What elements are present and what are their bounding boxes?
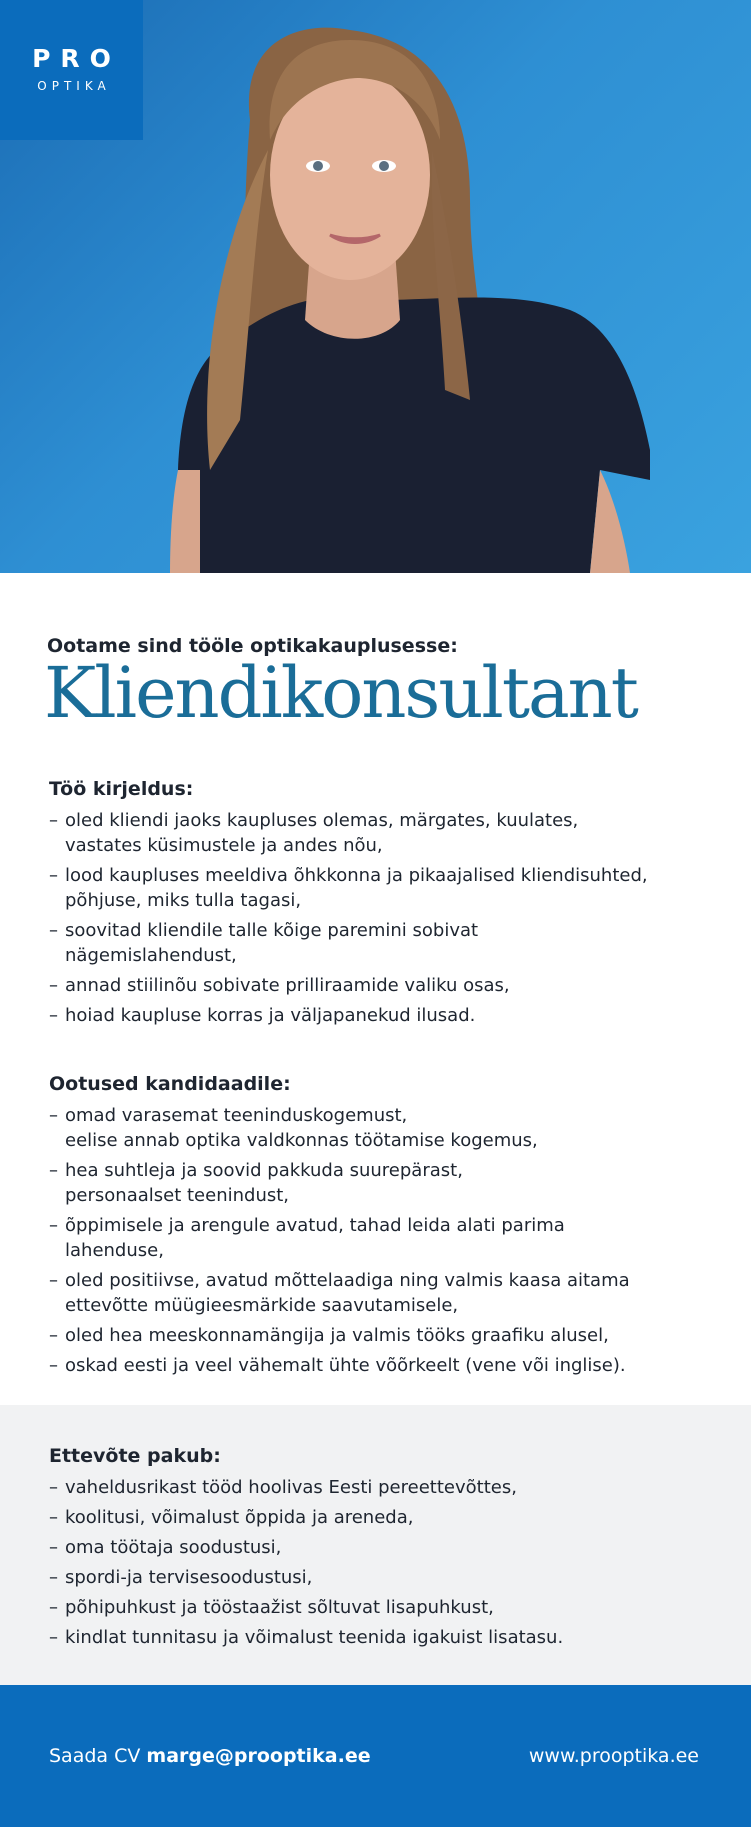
list-item: – hoiad kaupluse korras ja väljapanekud ilusad. bbox=[49, 1005, 476, 1026]
offer-list bbox=[49, 1475, 719, 1650]
logo-wordmark: PRO bbox=[32, 44, 121, 73]
send-cv-label: Saada CV bbox=[49, 1745, 147, 1767]
list-item: – oskad eesti ja veel vähemalt ühte võõrkeelt (vene või inglise). bbox=[49, 1355, 626, 1376]
footer-bar bbox=[0, 1685, 751, 1827]
website-link[interactable]: www.prooptika.ee bbox=[528, 1745, 699, 1767]
list-item: – koolitusi, võimalust õppida ja areneda, bbox=[49, 1507, 414, 1528]
list-item: – hea suhtleja ja soovid pakkuda suurepärast, personaalset teenindust, bbox=[49, 1160, 463, 1206]
description-section bbox=[49, 778, 719, 1033]
list-item: – spordi-ja tervisesoodustusi, bbox=[49, 1567, 313, 1588]
list-item: – soovitad kliendile talle kõige paremini sobivat nägemislahendust, bbox=[49, 920, 479, 966]
hero-banner bbox=[0, 0, 751, 573]
expectations-section bbox=[49, 1073, 719, 1383]
intro-text: Ootame sind tööle optikakauplusesse: bbox=[47, 635, 458, 657]
offer-heading: Ettevõte pakub: bbox=[49, 1445, 221, 1467]
offer-section bbox=[49, 1445, 719, 1655]
send-cv-text bbox=[49, 1745, 371, 1767]
list-item: – vaheldusrikast tööd hoolivas Eesti pereettevõttes, bbox=[49, 1477, 517, 1498]
list-item: – oled positiivse, avatud mõttelaadiga ning valmis kaasa aitama ettevõtte müügieesmärkide saavutamisele, bbox=[49, 1270, 630, 1316]
email-link[interactable]: marge@prooptika.ee bbox=[146, 1745, 371, 1767]
list-item: – annad stiilinõu sobivate prilliraamide valiku osas, bbox=[49, 975, 510, 996]
list-item: – kindlat tunnitasu ja võimalust teenida igakuist lisatasu. bbox=[49, 1627, 564, 1648]
list-item: – oma töötaja soodustusi, bbox=[49, 1537, 282, 1558]
list-item: – lood kaupluses meeldiva õhkkonna ja pikaajalised kliendisuhted, põhjuse, miks tulla tagasi, bbox=[49, 865, 648, 911]
list-item: – põhipuhkust ja tööstaažist sõltuvat lisapuhkust, bbox=[49, 1597, 494, 1618]
description-list bbox=[49, 808, 719, 1028]
expectations-heading: Ootused kandidaadile: bbox=[49, 1073, 291, 1095]
list-item: – õppimisele ja arengule avatud, tahad leida alati parima lahenduse, bbox=[49, 1215, 565, 1261]
list-item: – omad varasemat teeninduskogemust, eelise annab optika valdkonnas töötamise kogemus, bbox=[49, 1105, 538, 1151]
list-item: – oled hea meeskonnamängija ja valmis tööks graafiku alusel, bbox=[49, 1325, 609, 1346]
list-item: – oled kliendi jaoks kaupluses olemas, märgates, kuulates, vastates küsimustele ja andes nõu, bbox=[49, 810, 579, 856]
pro-optika-logo bbox=[0, 0, 143, 140]
job-title: Kliendikonsultant bbox=[44, 652, 637, 734]
logo-subtitle: OPTIKA bbox=[37, 79, 111, 93]
description-heading: Töö kirjeldus: bbox=[49, 778, 194, 800]
expectations-list bbox=[49, 1103, 719, 1378]
